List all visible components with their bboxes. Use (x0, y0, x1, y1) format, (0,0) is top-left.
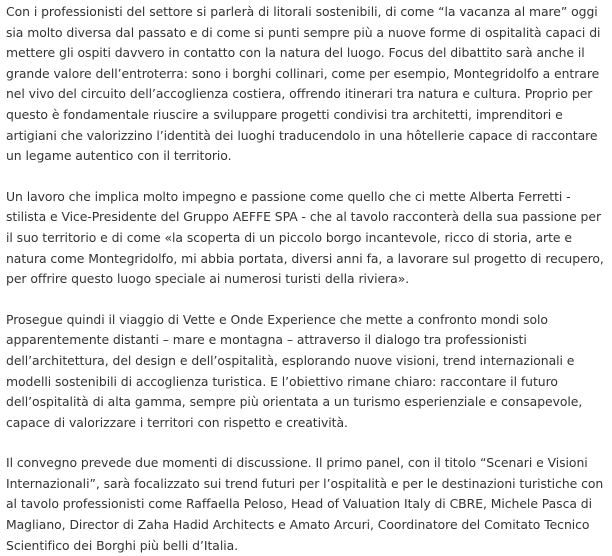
article-paragraph-2: Un lavoro che implica molto impegno e passione come quello che ci mette Alberta Ferretti - stilista e Vice-Presidente del Gruppo AEFFE SPA - che al tavolo racconterà della sua passione per il suo territorio e di come «la scoperta di un piccolo borgo incantevole, ricco di storia, arte e natura come Montegridolfo, mi abbia portata, diversi anni fa, a lavorare sul progetto di recupero, per offrire questo luogo speciale ai numerosi turisti della riviera». (6, 188, 604, 287)
article-paragraph-1: Con i professionisti del settore si parlerà di litorali sostenibili, di come “la vacanza al mare” oggi sia molto diversa dal passato e di come si punti sempre più a nuove forme di ospitalità capaci di mettere gli ospiti davvero in contatto con la natura del luogo. Focus del dibattito sarà anche il grande valore dell’entroterra: sono i borghi collinari, come per esempio, Montegridolfo a entrare nel vivo del circuito dell’accoglienza costiera, offrendo itinerari tra natura e cultura. Proprio per questo è fondamentale riuscire a sviluppare progetti condivisi tra architetti, imprenditori e artigiani che valorizzino l’identità dei luoghi traducendolo in una hôtellerie capace di raccontare un legame autentico con il territorio. (6, 4, 601, 164)
article-paragraph-3: Prosegue quindi il viaggio di Vette e Onde Experience che mette a confronto mondi solo apparentemente distanti – mare e montagna – attraverso il dialogo tra professionisti dell’architettura, del design e dell’ospitalità, esplorando nuove visioni, trend internazionali e modelli sostenibili di accoglienza turistica. E l’obiettivo rimane chiaro: raccontare il futuro dell’ospitalità di alta gamma, sempre più orientata a un turismo esperienziale e consapevole, capace di valorizzare i territori con rispetto e creatività. (6, 311, 583, 430)
article-paragraph-4: Il convegno prevede due momenti di discussione. Il primo panel, con il titolo “Scenari e Visioni Internazionali”, sarà focalizzato sui trend futuri per l’ospitalità e per le destinazioni turistiche con al tavolo professionisti come Raffaella Peloso, Head of Valuation Italy di CBRE, Michele Pasca di Magliano, Director di Zaha Hadid Architects e Amato Arcuri, Coordinatore del Comitato Tecnico Scientifico dei Borghi più belli d’Italia. (6, 455, 604, 553)
